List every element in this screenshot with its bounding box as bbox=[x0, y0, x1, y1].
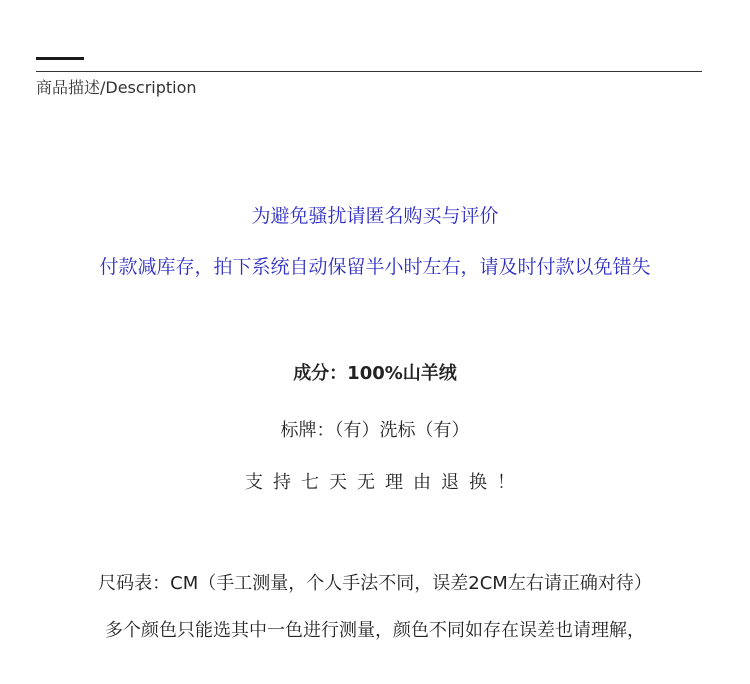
section-heading: 商品描述/Description bbox=[36, 78, 197, 97]
notice-anonymous: 为避免骚扰请匿名购买与评价 bbox=[251, 205, 499, 227]
composition-text: 成分：100%山羊绒 bbox=[293, 363, 457, 384]
return-policy-text: 支持七天无理由退换！ bbox=[245, 472, 525, 493]
heading-divider bbox=[36, 71, 702, 72]
heading-accent-bar bbox=[36, 57, 84, 60]
size-note-text: 尺码表：CM（手工测量，个人手法不同，误差2CM左右请正确对待） bbox=[98, 573, 652, 594]
notice-payment: 付款减库存，拍下系统自动保留半小时左右，请及时付款以免错失 bbox=[99, 256, 651, 278]
color-note-text: 多个颜色只能选其中一色进行测量，颜色不同如存在误差也请理解， bbox=[105, 620, 645, 641]
tags-text: 标牌：（有）洗标（有） bbox=[280, 420, 470, 441]
